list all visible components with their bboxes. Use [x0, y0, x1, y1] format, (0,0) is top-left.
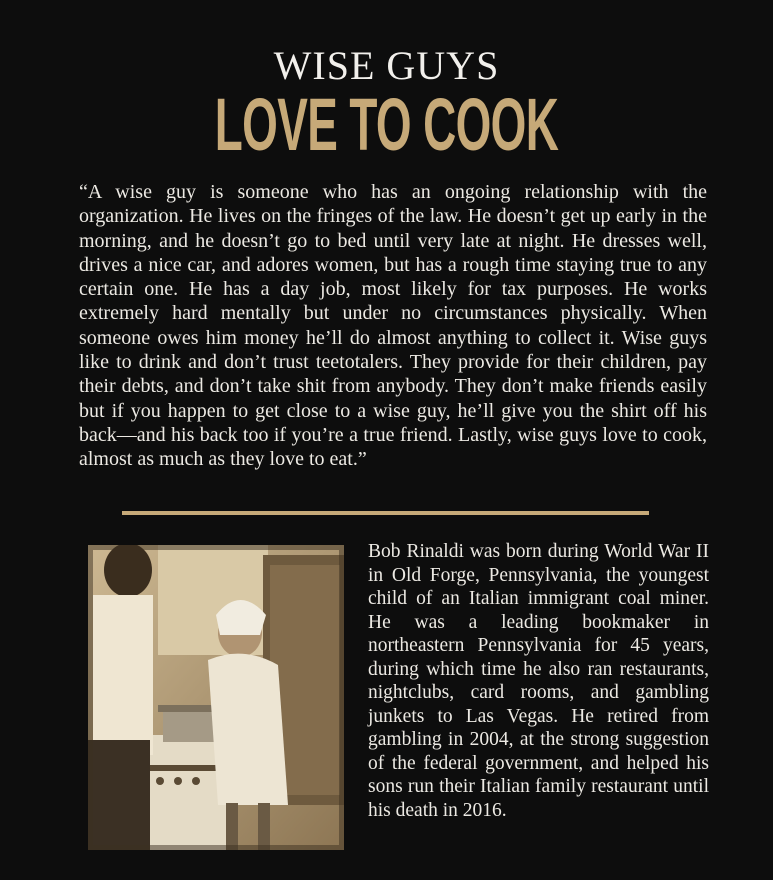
vintage-kitchen-photo: [88, 545, 344, 850]
photo-illustration: [88, 545, 344, 850]
bio-paragraph: Bob Rinaldi was born during World War II in Old Forge, Pennsylvania, the youngest child of an Italian immigrant coal miner. He was a leading bookmaker in northeastern Pennsylvania for 45 years, during which time he also ran restaurants, nightclubs, card rooms, and gambling junkets to Las Vegas. He retired from gambling in 2004, at the strong suggestion of the federal government, and helped his sons run their Italian family restaurant until his death in 2016.: [368, 541, 709, 821]
title-love-to-cook: LOVE TO COOK: [214, 83, 559, 166]
title-wise-guys: WISE GUYS: [273, 43, 500, 88]
quote-paragraph: “A wise guy is someone who has an ongoing relationship with the organization. He lives on the fringes of the law. He doesn’t get up early in the morning, and he doesn’t go to bed until very late at night. He dresses well, drives a nice car, and adores women, but has a rough time staying true to any certain one. He has a day job, most likely for tax purposes. He works extremely hard mentally but under no circumstances physically. When someone owes him money he’ll do almost anything to collect it. Wise guys like to drink and don’t trust teetotalers. They provide for their children, pay their debts, and don’t take shit from anybody. They don’t make friends easily but if you happen to get close to a wise guy, he’ll give you the shirt off his back—and his back too if you’re a true friend. Lastly, wise guys love to cook, almost as much as they love to eat.”: [79, 181, 707, 471]
gold-divider: [122, 511, 649, 515]
